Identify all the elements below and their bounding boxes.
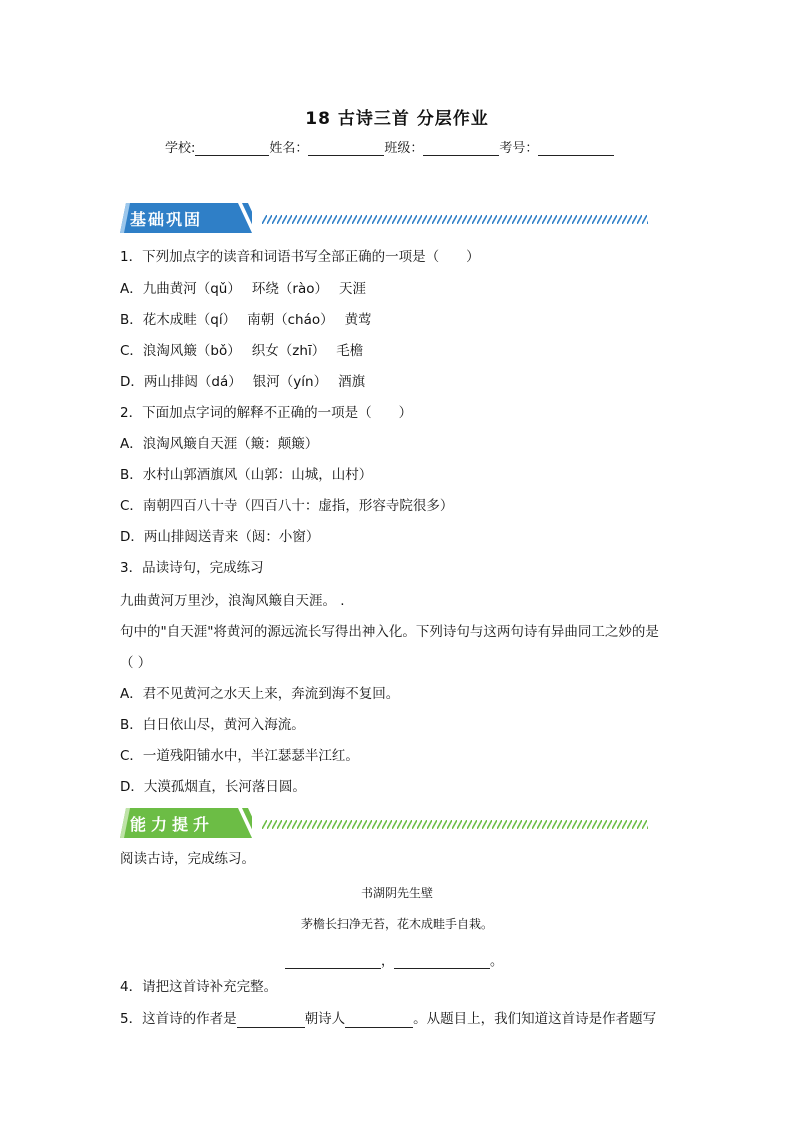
- question-5-part1: 5．这首诗的作者是: [120, 1011, 237, 1027]
- question-4-stem: 4．请把这首诗补充完整。: [120, 979, 278, 995]
- question-2-option-a: A．浪淘风簸自天涯（簸：颠簸）: [120, 436, 319, 452]
- question-1-option-c: C．浪淘风簸（bǒ） 织女（zhī） 毛檐: [120, 343, 364, 359]
- dynasty-poet-blank[interactable]: [345, 1014, 413, 1028]
- question-2-option-d: D．两山排闼送青来（闼：小窗）: [120, 529, 320, 545]
- poem-blank-period: 。: [490, 954, 504, 969]
- reading-intro: 阅读古诗，完成练习。: [120, 851, 255, 867]
- banner-stripe: [262, 820, 648, 829]
- question-3-option-b: B．白日依山尽，黄河入海流。: [120, 717, 305, 733]
- poem-title: 书湖阴先生壁: [360, 886, 433, 900]
- poem-blank-2[interactable]: [394, 956, 490, 969]
- class-label: 班级：: [384, 141, 424, 156]
- question-3-option-d: D．大漠孤烟直，长河落日圆。: [120, 779, 306, 795]
- name-field[interactable]: [308, 141, 384, 156]
- question-2-option-b: B．水村山郭酒旗风（山郭：山城，山村）: [120, 467, 373, 483]
- name-label: 姓名：: [269, 141, 309, 156]
- question-3-option-a: A．君不见黄河之水天上来，奔流到海不复回。: [120, 686, 400, 702]
- question-5-part2: 朝诗人: [304, 1011, 346, 1027]
- section-title-basic: 基础巩固: [130, 210, 203, 229]
- question-2-stem: 2．下面加点字词的解释不正确的一项是（ ）: [120, 405, 413, 421]
- class-field[interactable]: [423, 141, 499, 156]
- question-1-option-b: B．花木成畦（qí） 南朝（cháo） 黄莺: [120, 312, 372, 328]
- exam-number-field[interactable]: [538, 141, 614, 156]
- school-label: 学校:: [165, 141, 196, 156]
- poem-fill-blanks: [285, 950, 503, 969]
- question-2-option-c: C．南朝四百八十寺（四百八十：虚指，形容寺院很多）: [120, 498, 454, 514]
- question-3-answer-paren: （ ）: [120, 655, 152, 671]
- question-3-stem: 3．品读诗句，完成练习: [120, 560, 264, 576]
- question-3-quote: 九曲黄河万里沙，浪淘风簸自天涯。 .: [120, 593, 345, 609]
- banner-stripe: [262, 215, 648, 224]
- question-3-option-c: C．一道残阳铺水中，半江瑟瑟半江红。: [120, 748, 359, 764]
- poem-blank-comma: ，: [381, 954, 395, 969]
- poem-line: 茅檐长扫净无苔，花木成畦手自栽。: [300, 917, 493, 931]
- question-3-question: 句中的"自天涯"将黄河的源远流长写得出神入化。下列诗句与这两句诗有异曲同工之妙的是: [120, 624, 659, 640]
- question-1-option-a: A．九曲黄河（qǔ） 环绕（rào） 天涯: [120, 281, 367, 297]
- school-field[interactable]: [195, 141, 269, 156]
- author-blank[interactable]: [237, 1014, 305, 1028]
- poem-blank-1[interactable]: [285, 956, 381, 969]
- section-title-advanced: 能力提升: [130, 815, 215, 834]
- student-info-row: [165, 137, 614, 156]
- section-banner-basic: [120, 203, 650, 233]
- question-1-stem: 1．下列加点字的读音和词语书写全部正确的一项是（ ）: [120, 249, 480, 265]
- page-title: 18 古诗三首 分层作业: [305, 109, 489, 129]
- section-banner-advanced: [120, 808, 650, 838]
- exam-number-label: 考号：: [499, 141, 539, 156]
- question-5-part3: 。从题目上，我们知道这首诗是作者题写: [413, 1011, 657, 1027]
- question-1-option-d: D．两山排闼（dá） 银河（yín） 酒旗: [120, 374, 366, 390]
- question-5-stem: [120, 1010, 656, 1028]
